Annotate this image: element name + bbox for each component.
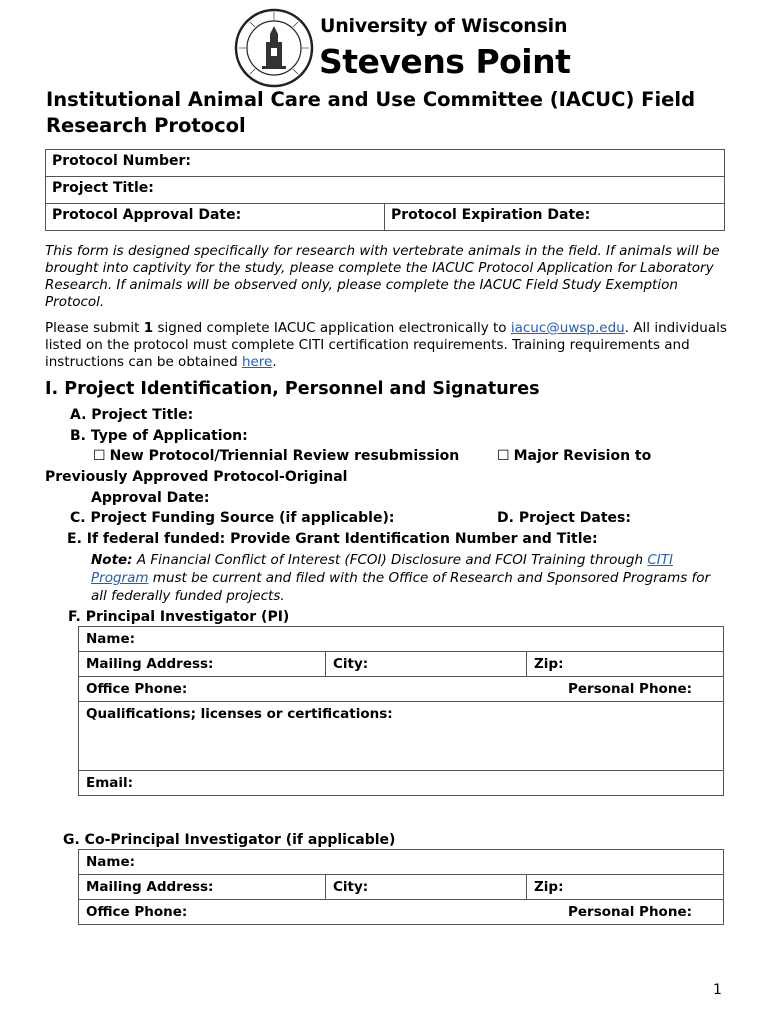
copi-city-field[interactable]: City:: [326, 875, 527, 900]
intro-paragraph: This form is designed specifically for research with vertebrate animals in the field. If animals will be brought into captivity for the study, please complete the IACUC Protocol Application for Laboratory Research. If animals will be observed only, please complete the IACUC Field Study Exemption Protocol.: [45, 243, 720, 310]
university-name-line1: University of Wisconsin: [320, 15, 568, 37]
option-new-protocol-label: New Protocol/Triennial Review resubmission: [109, 448, 460, 464]
item-d-project-dates: D. Project Dates:: [497, 510, 631, 526]
submit-text-end: .: [272, 354, 277, 370]
page-number: 1: [713, 982, 722, 998]
copi-personal-phone-label: Personal Phone:: [567, 904, 692, 920]
copi-zip-field[interactable]: Zip:: [527, 875, 724, 900]
citi-program-link[interactable]: CITI Program: [91, 552, 673, 586]
submission-paragraph: [45, 320, 735, 371]
submit-text-pre: Please submit: [45, 320, 144, 336]
original-approval-date-label: Approval Date:: [91, 490, 210, 506]
pi-mailing-address-field[interactable]: Mailing Address:: [79, 652, 326, 677]
expiration-date-field[interactable]: Protocol Expiration Date:: [385, 204, 725, 231]
option-major-revision[interactable]: [497, 447, 651, 465]
protocol-info-table: [45, 149, 725, 231]
copi-mailing-address-field[interactable]: Mailing Address:: [79, 875, 326, 900]
submit-text-post: . All individuals listed on the protocol must complete CITI certification requirements. Training requirements and instructions can be obtained: [45, 320, 727, 370]
pi-city-field[interactable]: City:: [326, 652, 527, 677]
option-major-revision-cont: Previously Approved Protocol-Original: [45, 469, 348, 485]
submit-text-mid: signed complete IACUC application electronically to: [153, 320, 511, 336]
copi-phone-row[interactable]: [79, 900, 724, 925]
note-label: Note:: [91, 552, 133, 568]
note-text-post: must be current and filed with the Office of Research and Sponsored Programs for all federally funded projects.: [91, 570, 711, 604]
item-c-funding-source: C. Project Funding Source (if applicable):: [70, 510, 395, 526]
protocol-number-field[interactable]: Protocol Number:: [46, 150, 725, 177]
pi-info-table: [78, 626, 724, 796]
copi-info-table: [78, 849, 724, 925]
pi-name-field[interactable]: Name:: [79, 627, 724, 652]
note-text-pre: A Financial Conflict of Interest (FCOI) Disclosure and FCOI Training through: [132, 552, 648, 568]
iacuc-email-link[interactable]: iacuc@uwsp.edu: [510, 320, 625, 336]
item-e-federal-funding: E. If federal funded: Provide Grant Identification Number and Title:: [67, 531, 598, 547]
university-name-line2: Stevens Point: [319, 42, 571, 81]
university-seal-logo: [234, 8, 314, 88]
pi-office-phone-label: Office Phone:: [86, 681, 188, 697]
checkbox-icon[interactable]: ☐: [93, 448, 106, 464]
pi-phone-row[interactable]: [79, 677, 724, 702]
project-title-field[interactable]: Project Title:: [46, 177, 725, 204]
submit-count: 1: [143, 320, 154, 336]
approval-date-field[interactable]: Protocol Approval Date:: [46, 204, 385, 231]
item-a-project-title: A. Project Title:: [70, 407, 194, 423]
fcoi-note: [91, 551, 711, 605]
section-1-heading: I. Project Identification, Personnel and Signatures: [45, 379, 540, 399]
item-g-co-pi: G. Co-Principal Investigator (if applicable): [63, 832, 396, 848]
training-here-link[interactable]: here: [241, 354, 273, 370]
option-new-protocol[interactable]: [93, 447, 459, 465]
item-b-application-type: B. Type of Application:: [70, 428, 248, 444]
option-major-revision-label: Major Revision to: [513, 448, 652, 464]
item-f-principal-investigator: F. Principal Investigator (PI): [68, 609, 290, 625]
pi-personal-phone-label: Personal Phone:: [567, 681, 692, 697]
pi-email-field[interactable]: Email:: [79, 771, 724, 796]
copi-office-phone-label: Office Phone:: [86, 904, 188, 920]
pi-zip-field[interactable]: Zip:: [527, 652, 724, 677]
pi-qualifications-field[interactable]: Qualifications; licenses or certifications:: [79, 702, 724, 771]
copi-name-field[interactable]: Name:: [79, 850, 724, 875]
checkbox-icon[interactable]: ☐: [497, 448, 510, 464]
document-title: Institutional Animal Care and Use Committee (IACUC) Field Research Protocol: [46, 88, 696, 137]
